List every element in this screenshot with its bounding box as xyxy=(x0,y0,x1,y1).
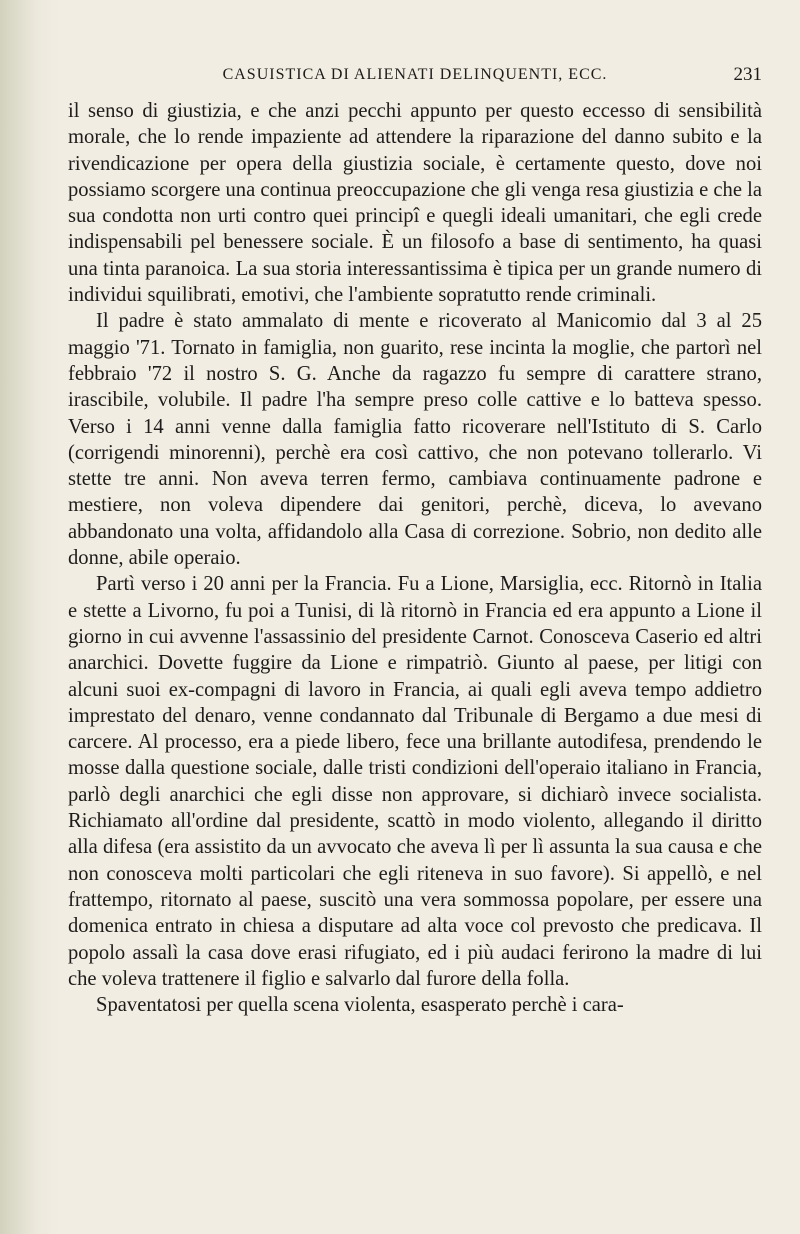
paragraph: Partì verso i 20 anni per la Francia. Fu a Lione, Marsiglia, ecc. Ritornò in Italia e stette a Livorno, fu poi a Tunisi, di là ritornò in Francia ed era appunto a Lione il giorno in cui avvenne l'assassinio del presidente Carnot. Conosceva Caserio ed altri anarchici. Dovette fuggire da Lione e rimpatriò. Giunto al paese, per litigi con alcuni suoi ex-compagni di lavoro in Francia, ai quali egli aveva tempo addietro imprestato del denaro, venne condannato dal Tribunale di Bergamo a due mesi di carcere. Al processo, era a piede libero, fece una brillante autodifesa, prendendo le mosse dalla questione sociale, dalle tristi condizioni dell'operaio italiano in Francia, parlò degli anarchici che egli disse non approvare, si dichiarò invece socialista. Richiamato all'ordine dal presidente, scattò in modo violento, allegando il diritto alla difesa (era assistito da un avvocato che aveva lì per lì assunta la sua causa e che non conosceva molti particolari che egli riteneva in suo favore). Si appellò, e nel frattempo, ritornato al paese, suscitò una vera sommossa popolare, per essere una domenica entrato in chiesa a disputare ad alta voce col prevosto che predicava. Il popolo assalì la casa dove erasi rifugiato, ed i più audaci ferirono la madre di lui che voleva trattenere il figlio e salvarlo dal furore della folla. xyxy=(68,573,762,990)
paragraph: Il padre è stato ammalato di mente e ricoverato al Manicomio dal 3 al 25 maggio '71. Tornato in famiglia, non guarito, rese incinta la moglie, che partorì nel febbraio '72 il nostro S. G. Anche da ragazzo fu sempre di carattere strano, irascibile, volubile. Il padre l'ha sempre preso colle cattive e lo batteva spesso. Verso i 14 anni venne dalla famiglia fatto ricoverare nell'Istituto di S. Carlo (corrigendi minorenni), perchè era così cattivo, che non potevano tollerarlo. Vi stette tre anni. Non aveva terren fermo, cambiava continuamente padrone e mestiere, non voleva dipendere dai genitori, perchè, diceva, lo avevano abbandonato una volta, affidandolo alla Casa di correzione. Sobrio, non dedito alle donne, abile operaio. xyxy=(68,310,762,570)
paragraph: Spaventatosi per quella scena violenta, esasperato perchè i cara- xyxy=(96,994,624,1017)
page-gutter-shadow xyxy=(0,0,60,1234)
body-text xyxy=(68,98,762,1018)
running-title: CASUISTICA DI ALIENATI DELINQUENTI, ECC. xyxy=(222,66,608,83)
page-number: 231 xyxy=(733,64,762,85)
paragraph: il senso di giustizia, e che anzi pecchi appunto per questo eccesso di sensibilità morale, che lo rende impaziente ad attendere la riparazione del danno subito e la rivendicazione per opera della giustizia sociale, è certamente questo, dove noi possiamo scorgere una continua preoccupazione che gli venga resa giustizia e che la sua condotta non urti contro quei principî e quegli ideali umanitari, che egli crede indispensabili pel benessere sociale. È un filosofo a base di sentimento, ha quasi una tinta paranoica. La sua storia interessantissima è tipica per un grande numero di individui squilibrati, emotivi, che l'ambiente sopratutto rende criminali. xyxy=(68,100,762,307)
page-header xyxy=(68,64,762,90)
